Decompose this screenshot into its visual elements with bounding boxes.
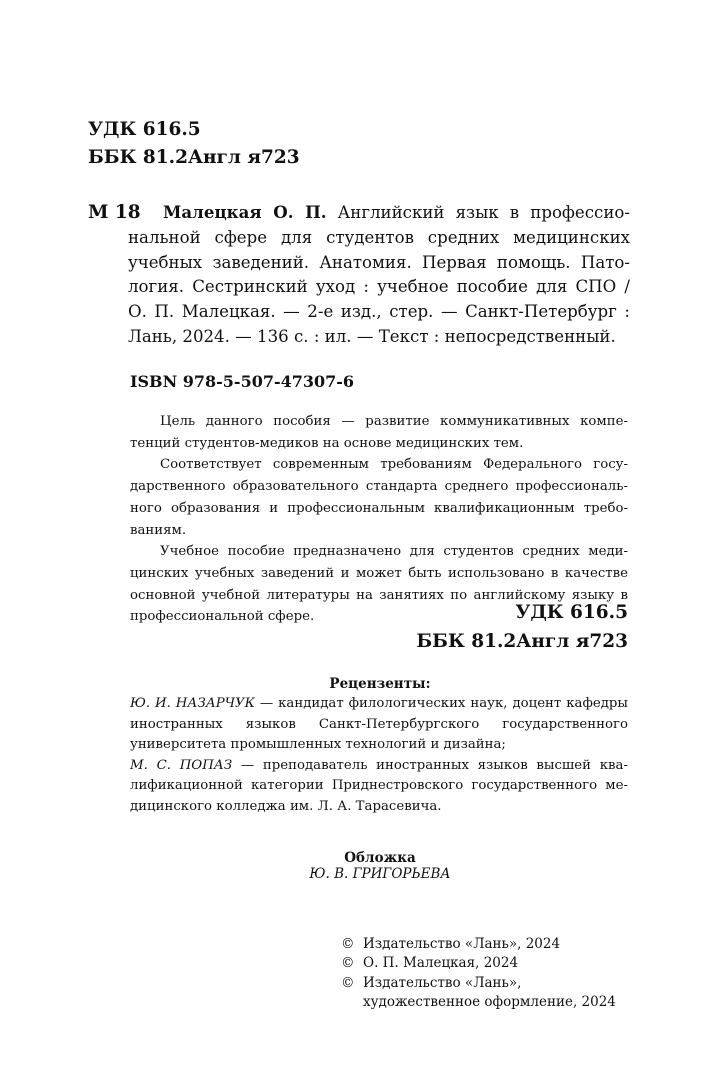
copyright-text-continued: художественное оформление, 2024	[363, 994, 616, 1011]
udc-bbk-bottom	[416, 598, 628, 656]
bbk-code: ББК 81.2Англ я723	[416, 631, 628, 652]
isbn: ISBN 978-5-507-47307-6	[130, 372, 355, 391]
copyright-text: Издательство «Лань», 2024	[363, 936, 561, 952]
copyright-line	[341, 974, 616, 993]
biblio-author: Малецкая О. П.	[163, 202, 327, 222]
reviewers-title: Рецензенты:	[329, 676, 431, 692]
abstract-paragraph: Учебное пособие предназначено для студентов средних медицинских учебных заведений и может быть использовано в качестве основной учебной литературы на занятиях по английскому языку в профессиональной сфере.	[130, 544, 628, 625]
cover-designer: Ю. В. ГРИГОРЬЕВА	[309, 866, 451, 882]
udc-bbk-top	[88, 116, 300, 172]
bibliographic-record	[128, 200, 630, 350]
biblio-text: Английский язык в профессиональной сфере для студентов средних медицинских учебных заведений. Анатомия. Первая помощь. Патология. Сестринский уход : учебное пособие для СПО / О. П. Малецкая. — 2-е изд., стер. — Санкт-Петербург : Лань, 2024. — 136 с. : ил. — Текст : непосредственный.	[128, 203, 630, 346]
copyright-symbol: ©	[341, 974, 355, 991]
copyright-symbol: ©	[341, 955, 355, 972]
udc-code: УДК 616.5	[515, 602, 628, 623]
udc-code: УДК 616.5	[88, 119, 201, 140]
reviewer-name: Ю. И. НАЗАРЧУК	[130, 696, 255, 711]
bbk-code: ББК 81.2Англ я723	[88, 147, 300, 168]
copyright-block	[341, 935, 616, 1013]
copyright-text: О. П. Малецкая, 2024	[363, 955, 519, 972]
copyright-line	[341, 935, 616, 954]
reviewer-desc: — преподаватель иностранных языков высшей квалификационной категории Приднестровского государственного медицинского колледжа им. Л. А. Тарасевича.	[130, 757, 628, 814]
abstract-paragraph: Соответствует современным требованиям Федерального государственного образовательного стандарта среднего профессионального образования и профессиональным квалификационным требованиям.	[130, 457, 628, 538]
reviewer-item	[130, 756, 628, 818]
reviewer-name: М. С. ПОПАЗ	[130, 757, 233, 773]
reviewer-item	[130, 694, 628, 756]
reviewers-list	[130, 694, 628, 818]
abstract-paragraph: Цель данного пособия — развитие коммуникативных компетенций студентов-медиков на основе медицинских тем.	[130, 414, 628, 451]
abstract	[130, 411, 628, 628]
cover-title: Обложка	[344, 850, 416, 866]
copyright-text: Издательство «Лань»,	[363, 974, 522, 991]
copyright-line	[341, 954, 616, 973]
author-mark: М 18	[88, 202, 141, 223]
copyright-symbol: ©	[341, 936, 355, 952]
reviewer-desc: — кандидат филологических наук, доцент кафедры иностранных языков Санкт-Петербургского государственного университета промышленных технологий и дизайна;	[130, 696, 629, 753]
